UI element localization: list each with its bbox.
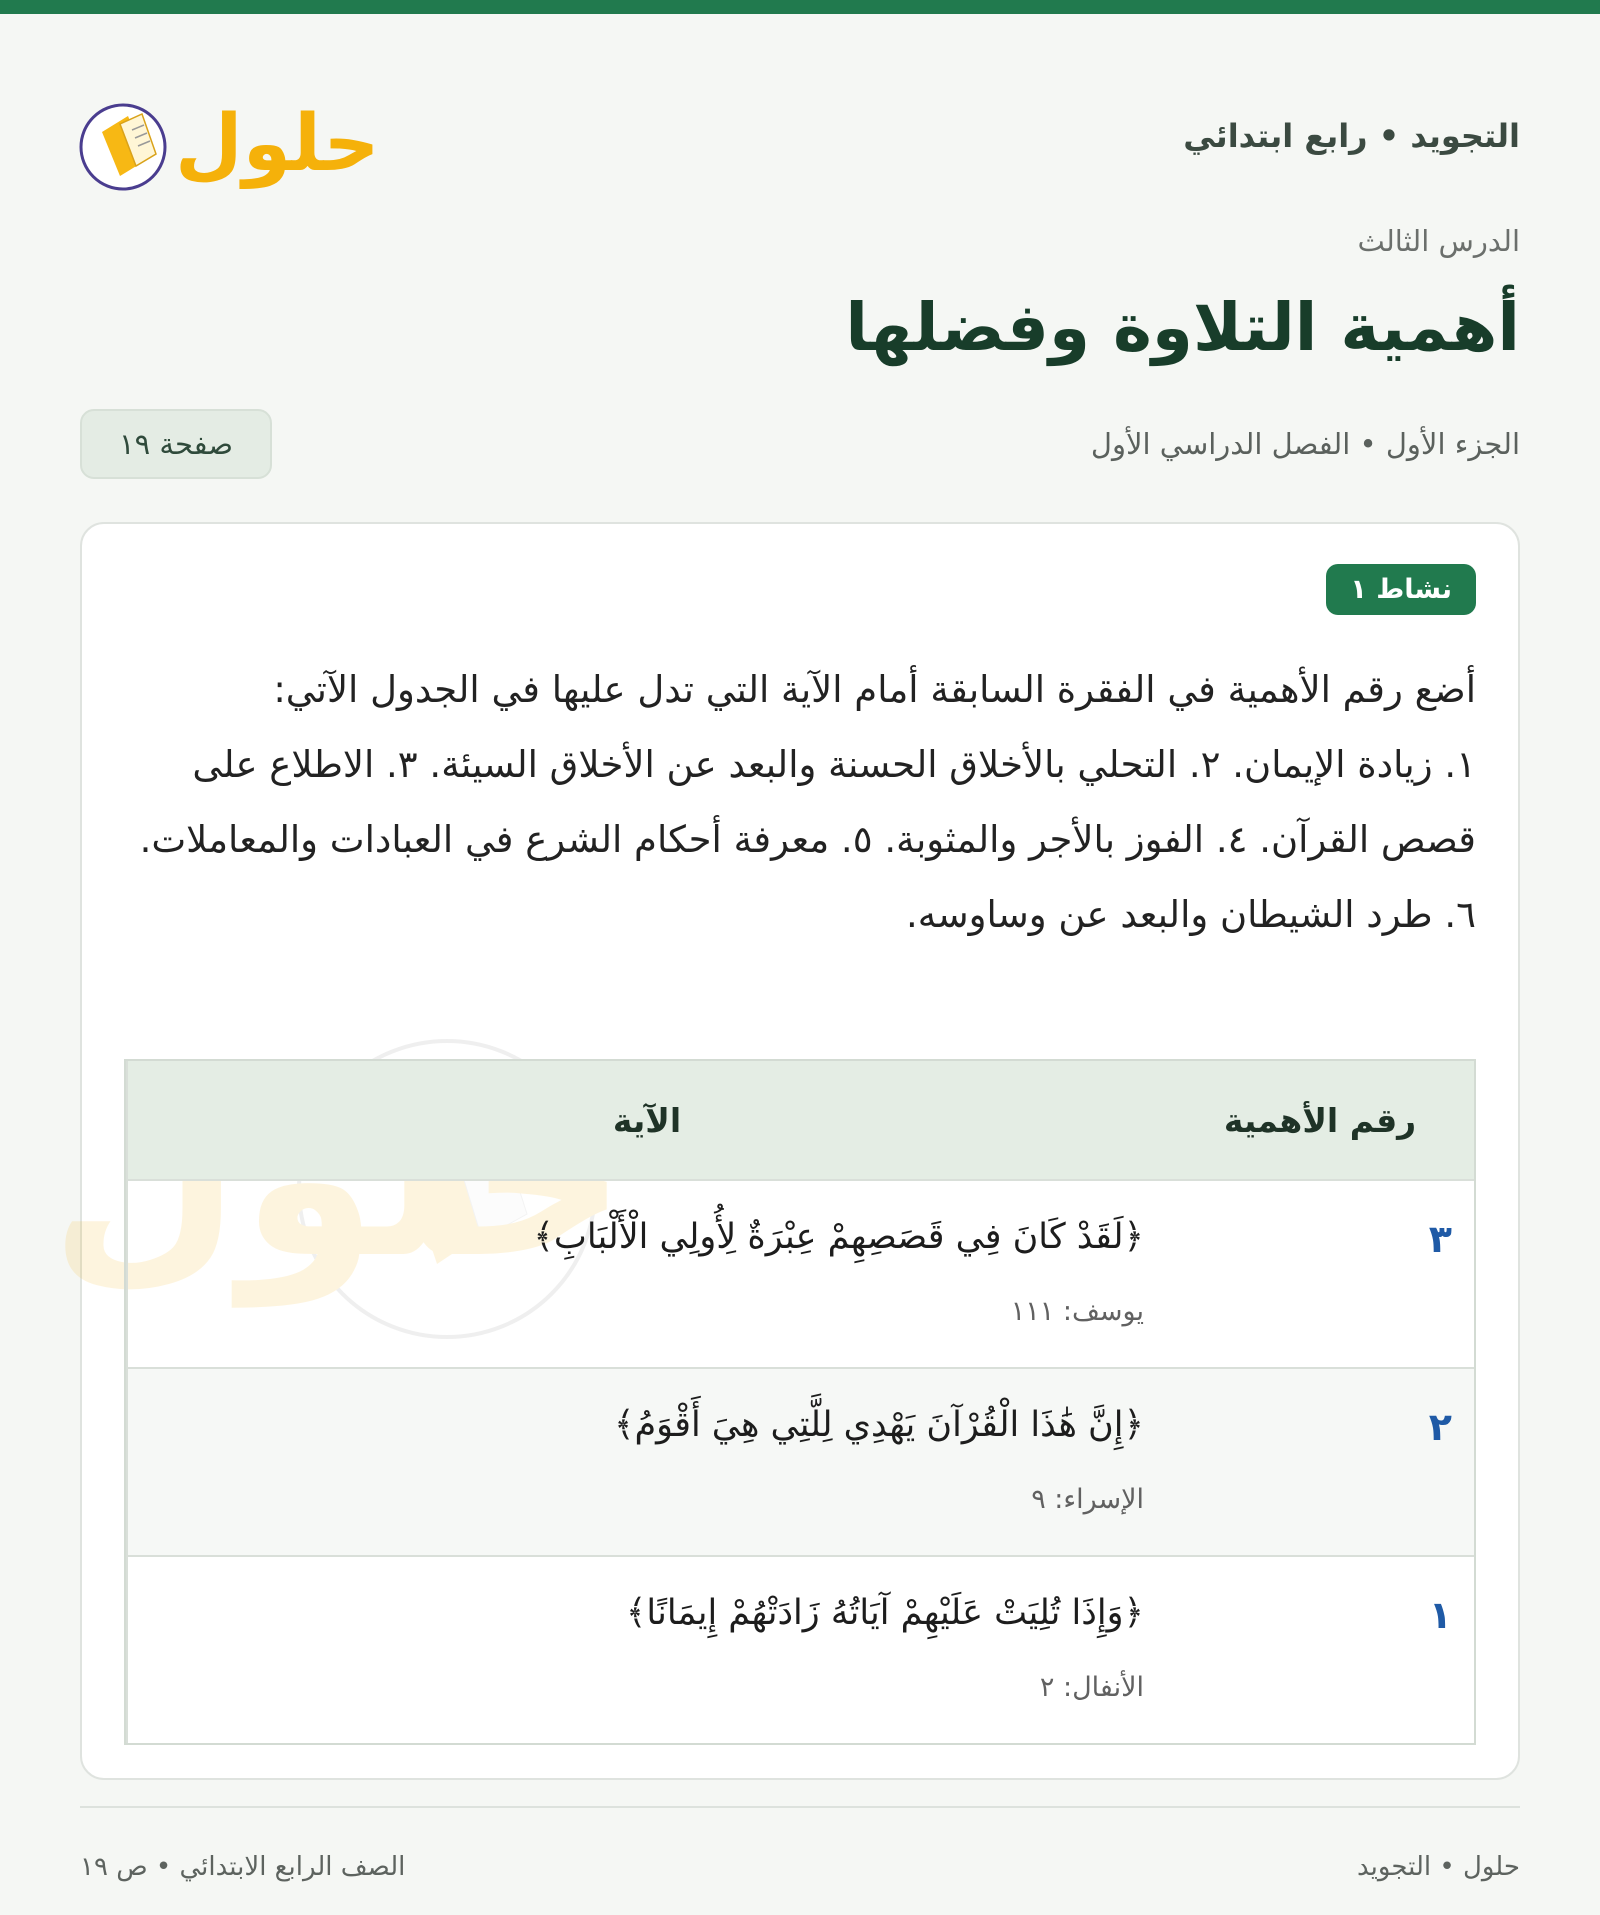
logo-text: حلول [175,99,380,189]
number-cell [1166,1181,1474,1367]
activity-badge: نشاط ١ [1326,564,1476,615]
importance-number: ١ [1428,1593,1452,1637]
importance-number: ٣ [1428,1217,1452,1261]
ayah-text: ﴿إِنَّ هَٰذَا الْقُرْآنَ يَهْدِي لِلَّتِي هِيَ أَقْوَمُ﴾ [613,1405,1144,1445]
table-header-row [126,1061,1474,1179]
column-header-ayah: الآية [126,1061,1166,1179]
activity-card [80,522,1520,1780]
ayah-cell [126,1181,1166,1367]
footer-divider [80,1806,1520,1808]
instruction-text: أضع رقم الأهمية في الفقرة السابقة أمام الآية التي تدل عليها في الجدول الآتي: [273,668,1476,711]
ayah-cell [126,1369,1166,1555]
ayah-text: ﴿لَقَدْ كَانَ فِي قَصَصِهِمْ عِبْرَةٌ لِأُولِي الْأَلْبَابِ﴾ [533,1217,1144,1257]
lesson-label: الدرس الثالث [1357,224,1520,258]
importance-number: ٢ [1428,1405,1452,1449]
footer-site-subject: حلول • التجويد [1357,1852,1520,1882]
lesson-meta: الجزء الأول • الفصل الدراسي الأول [1090,427,1520,461]
table-row [126,1367,1474,1555]
header [80,69,1520,199]
ayah-reference: يوسف: ١١١ [1010,1296,1144,1327]
top-accent-bar [0,0,1600,14]
column-header-number: رقم الأهمية [1223,1100,1417,1140]
ayah-text: ﴿وَإِذَا تُلِيَتْ عَلَيْهِمْ آيَاتُهُ زَادَتْهُمْ إِيمَانًا﴾ [625,1593,1144,1633]
number-cell [1166,1369,1474,1555]
number-cell [1166,1557,1474,1743]
ayah-reference: الإسراء: ٩ [1031,1484,1144,1515]
logo[interactable] [80,84,380,204]
options-text: ١. زيادة الإيمان. ٢. التحلي بالأخلاق الحسنة والبعد عن الأخلاق السيئة. ٣. الاطلاع على قصص القرآن. ٤. الفوز بالأجر والمثوبة. ٥. معرفة أحكام الشرع في العبادات والمعاملات. ٦. طرد الشيطان والبعد عن وساوسه. [139,743,1476,936]
page [80,14,1520,1915]
ayah-reference: الأنفال: ٢ [1039,1672,1144,1703]
lesson-title: أهمية التلاوة وفضلها [845,289,1520,366]
footer-grade-page: الصف الرابع الابتدائي • ص ١٩ [80,1852,406,1882]
ayah-cell [126,1557,1166,1743]
header-title: التجويد • رابع ابتدائي [1183,117,1520,155]
answers-table [124,1059,1476,1745]
activity-instructions [124,652,1476,952]
page-number-badge: صفحة ١٩ [80,409,272,479]
table-row [126,1555,1474,1743]
table-row [126,1179,1474,1367]
